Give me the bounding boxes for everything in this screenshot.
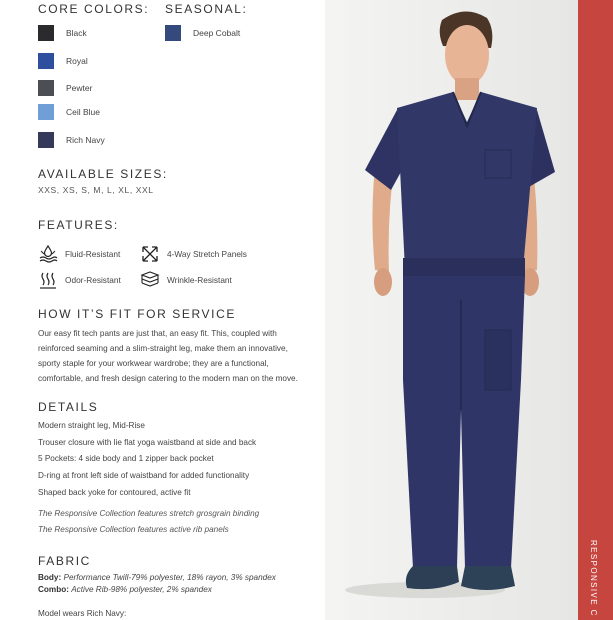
fabric-body: [38, 573, 276, 582]
feature-label: Fluid-Resistant: [65, 249, 121, 259]
fabric-combo: [38, 585, 212, 594]
feature-item: [38, 245, 120, 263]
feature-label: Odor-Resistant: [65, 275, 121, 285]
wrinkle-resistant-icon: [140, 271, 160, 289]
color-swatch[interactable]: [38, 104, 54, 120]
color-label: Ceil Blue: [66, 107, 101, 117]
details-heading: DETAILS: [38, 400, 99, 414]
fit-line: Our easy fit tech pants are just that, an easy fit. This, coupled with: [38, 329, 277, 338]
color-swatch-row[interactable]: [38, 132, 105, 148]
color-swatch-row[interactable]: [38, 53, 88, 69]
fabric-combo-label: Combo:: [38, 585, 69, 594]
fabric-combo-text: Active Rib-98% polyester, 2% spandex: [71, 585, 212, 594]
side-bar-label: RESPONSIVE C: [589, 540, 598, 617]
collection-note: The Responsive Collection features active rib panels: [38, 525, 229, 534]
model-illustration: [325, 0, 578, 620]
details-list: [38, 418, 323, 501]
feature-label: Wrinkle-Resistant: [167, 275, 232, 285]
color-swatch[interactable]: [38, 53, 54, 69]
fabric-body-label: Body:: [38, 573, 62, 582]
fit-heading: HOW IT’S FIT FOR SERVICE: [38, 307, 236, 321]
color-swatch-row[interactable]: [38, 25, 87, 41]
fluid-resistant-icon: [38, 245, 58, 263]
model-note: Model wears Rich Navy:: [38, 609, 127, 618]
color-label: Rich Navy: [66, 135, 105, 145]
feature-item: [38, 271, 121, 289]
color-swatch[interactable]: [38, 80, 54, 96]
color-label: Pewter: [66, 83, 93, 93]
collection-note: The Responsive Collection features stretch grosgrain binding: [38, 509, 260, 518]
detail-item: Shaped back yoke for contoured, active fit: [38, 487, 191, 497]
sizes-heading: AVAILABLE SIZES:: [38, 167, 168, 181]
color-label: Deep Cobalt: [193, 28, 241, 38]
core-colors-heading: CORE COLORS:: [38, 2, 150, 16]
feature-item: [140, 245, 247, 263]
color-swatch-row[interactable]: [38, 104, 100, 120]
color-label: Royal: [66, 56, 88, 66]
detail-item: D-ring at front left side of waistband for added functionality: [38, 471, 250, 481]
detail-item: Trouser closure with lie flat yoga waistband at side and back: [38, 437, 257, 447]
color-label: Black: [66, 28, 87, 38]
fit-line: comfortable, and fresh design catering to the modern man on the move.: [38, 374, 298, 383]
color-swatch[interactable]: [38, 132, 54, 148]
detail-item: 5 Pockets: 4 side body and 1 zipper back pocket: [38, 454, 214, 464]
features-heading: FEATURES:: [38, 218, 119, 232]
color-swatch[interactable]: [165, 25, 181, 41]
fit-description: [38, 326, 320, 386]
fit-line: reinforced seaming and a slim-straight leg, make them an innovative,: [38, 344, 288, 353]
four-way-stretch-icon: [140, 245, 160, 263]
seasonal-heading: SEASONAL:: [165, 2, 248, 16]
fabric-heading: FABRIC: [38, 554, 91, 568]
color-swatch[interactable]: [38, 25, 54, 41]
color-swatch-row[interactable]: [38, 80, 92, 96]
sizes-list: XXS, XS, S, M, L, XL, XXL: [38, 185, 154, 195]
side-bar: [578, 0, 613, 620]
color-swatch-row[interactable]: [165, 25, 240, 41]
product-photo: [325, 0, 578, 620]
odor-resistant-icon: [38, 271, 58, 289]
fit-line: sporty staple for your workwear wardrobe; they are a functional,: [38, 359, 269, 368]
fabric-body-text: Performance Twill-79% polyester, 18% rayon, 3% spandex: [63, 573, 276, 582]
feature-item: [140, 271, 232, 289]
detail-item: Modern straight leg, Mid-Rise: [38, 421, 145, 430]
feature-label: 4-Way Stretch Panels: [167, 249, 247, 259]
